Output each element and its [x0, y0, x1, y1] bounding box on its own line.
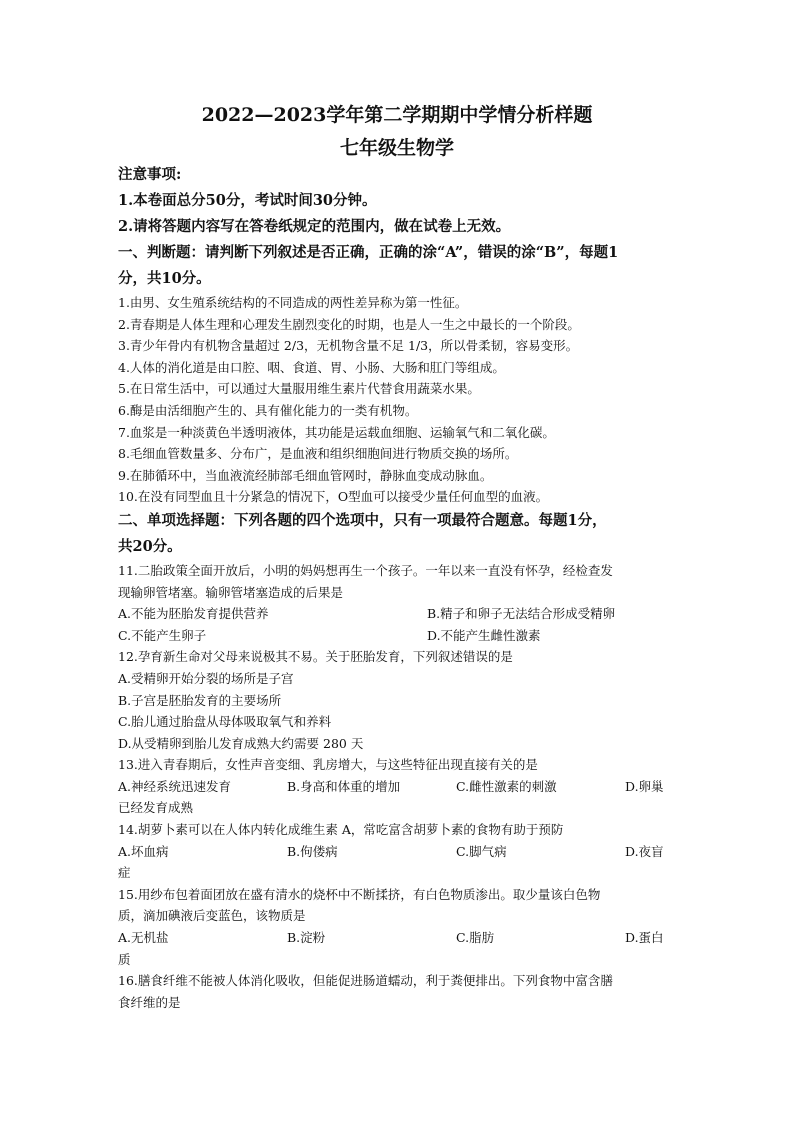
- option-b: B.子宫是胚胎发育的主要场所: [118, 692, 282, 708]
- option-d-cont: 质: [118, 951, 131, 967]
- exam-subtitle: 七年级生物学: [339, 137, 454, 159]
- option-a: A.坏血病: [118, 843, 169, 859]
- notice-item: 1.本卷面总分50分，考试时间30分钟。: [118, 192, 377, 209]
- section2-heading: 二、单项选择题：下列各题的四个选项中，只有一项最符合题意。每题1分，: [118, 511, 607, 529]
- option-b: B.淀粉: [287, 930, 326, 946]
- option-b: B.精子和卵子无法结合形成受精卵: [427, 606, 616, 622]
- option-d-cont: 症: [118, 865, 131, 881]
- option-c: C.雌性激素的刺激: [456, 778, 557, 794]
- option-c: C.脂肪: [456, 930, 495, 946]
- option-d: D.不能产生雌性激素: [427, 627, 541, 643]
- options-row: [118, 625, 674, 647]
- exam-title: 2022—2023学年第二学期期中学情分析样题: [201, 104, 593, 126]
- option-d: D.蛋白: [625, 930, 664, 946]
- question-stem-cont: 质，滴加碘液后变蓝色，该物质是: [118, 908, 306, 924]
- section1-heading: 一、判断题：请判断下列叙述是否正确，正确的涂“A”，错误的涂“B”，每题1: [118, 244, 619, 261]
- options-row: [118, 927, 674, 949]
- option-d-cont: 已经发育成熟: [118, 800, 194, 816]
- option-d: D.夜盲: [625, 843, 664, 859]
- options-row: [118, 841, 674, 863]
- question-stem: 16.膳食纤维不能被人体消化吸收，但能促进肠道蠕动，利于粪便排出。下列食物中富含膳: [118, 973, 613, 989]
- exam-body: [118, 162, 674, 1013]
- question-stem: 14.胡萝卜素可以在人体内转化成维生素 A，常吃富含胡萝卜素的食物有助于预防: [118, 822, 564, 838]
- judge-question: 1.由男、女生殖系统结构的不同造成的两性差异称为第一性征。: [118, 295, 468, 310]
- option-c: C.不能产生卵子: [118, 627, 207, 643]
- option-a: A.受精卵开始分裂的场所是子宫: [118, 670, 294, 686]
- question-stem: 15.用纱布包着面团放在盛有清水的烧杯中不断揉挤，有白色物质渗出。取少量该白色物: [118, 886, 601, 902]
- question-stem-cont: 食纤维的是: [118, 994, 181, 1010]
- option-b: B.佝偻病: [287, 843, 338, 859]
- option-d: D.卵巢: [625, 778, 664, 794]
- options-row: [118, 776, 674, 798]
- judge-question: 7.血浆是一种淡黄色半透明液体，其功能是运载血细胞、运输氧气和二氧化碳。: [118, 424, 555, 440]
- question-stem: 13.进入青春期后，女性声音变细、乳房增大，与这些特征出现直接有关的是: [118, 757, 538, 773]
- judge-question: 8.毛细血管数量多、分布广，是血液和组织细胞间进行物质交换的场所。: [118, 446, 518, 462]
- judge-question: 3.青少年骨内有机物含量超过 2/3，无机物含量不足 1/3，所以骨柔韧，容易变形。: [118, 338, 579, 354]
- option-c: C.胎儿通过胎盘从母体吸取氧气和养料: [118, 714, 332, 730]
- option-a: A.神经系统迅速发育: [118, 778, 232, 794]
- question-stem: 11.二胎政策全面开放后，小明的妈妈想再生一个孩子。一年以来一直没有怀孕，经检查发: [118, 562, 613, 578]
- section2-heading-cont: 共20分。: [118, 537, 182, 555]
- option-a: A.无机盐: [118, 930, 169, 946]
- option-b: B.身高和体重的增加: [287, 778, 401, 794]
- question-stem-cont: 现输卵管堵塞。输卵管堵塞造成的后果是: [118, 584, 344, 600]
- option-a: A.不能为胚胎发育提供营养: [118, 606, 269, 622]
- option-c: C.脚气病: [456, 843, 507, 859]
- judge-question: 4.人体的消化道是由口腔、咽、食道、胃、小肠、大肠和肛门等组成。: [118, 359, 505, 375]
- notice-heading: 注意事项:: [118, 166, 182, 183]
- judge-question: 9.在肺循环中，当血液流经肺部毛细血管网时，静脉血变成动脉血。: [118, 467, 493, 483]
- judge-question: 5.在日常生活中，可以通过大量服用维生素片代替食用蔬菜水果。: [118, 381, 480, 397]
- section1-heading-cont: 分，共10分。: [118, 270, 211, 287]
- judge-question: 6.酶是由活细胞产生的、具有催化能力的一类有机物。: [118, 402, 418, 418]
- option-d: D.从受精卵到胎儿发育成熟大约需要 280 天: [118, 735, 364, 751]
- judge-question: 2.青春期是人体生理和心理发生剧烈变化的时期，也是人一生之中最长的一个阶段。: [118, 316, 580, 332]
- notice-item: 2.请将答题内容写在答卷纸规定的范围内，做在试卷上无效。: [118, 218, 511, 235]
- judge-question: 10.在没有同型血且十分紧急的情况下，O型血可以接受少量任何血型的血液。: [118, 489, 549, 505]
- question-stem: 12.孕育新生命对父母来说极其不易。关于胚胎发育，下列叙述错误的是: [118, 649, 513, 665]
- options-row: [118, 603, 674, 625]
